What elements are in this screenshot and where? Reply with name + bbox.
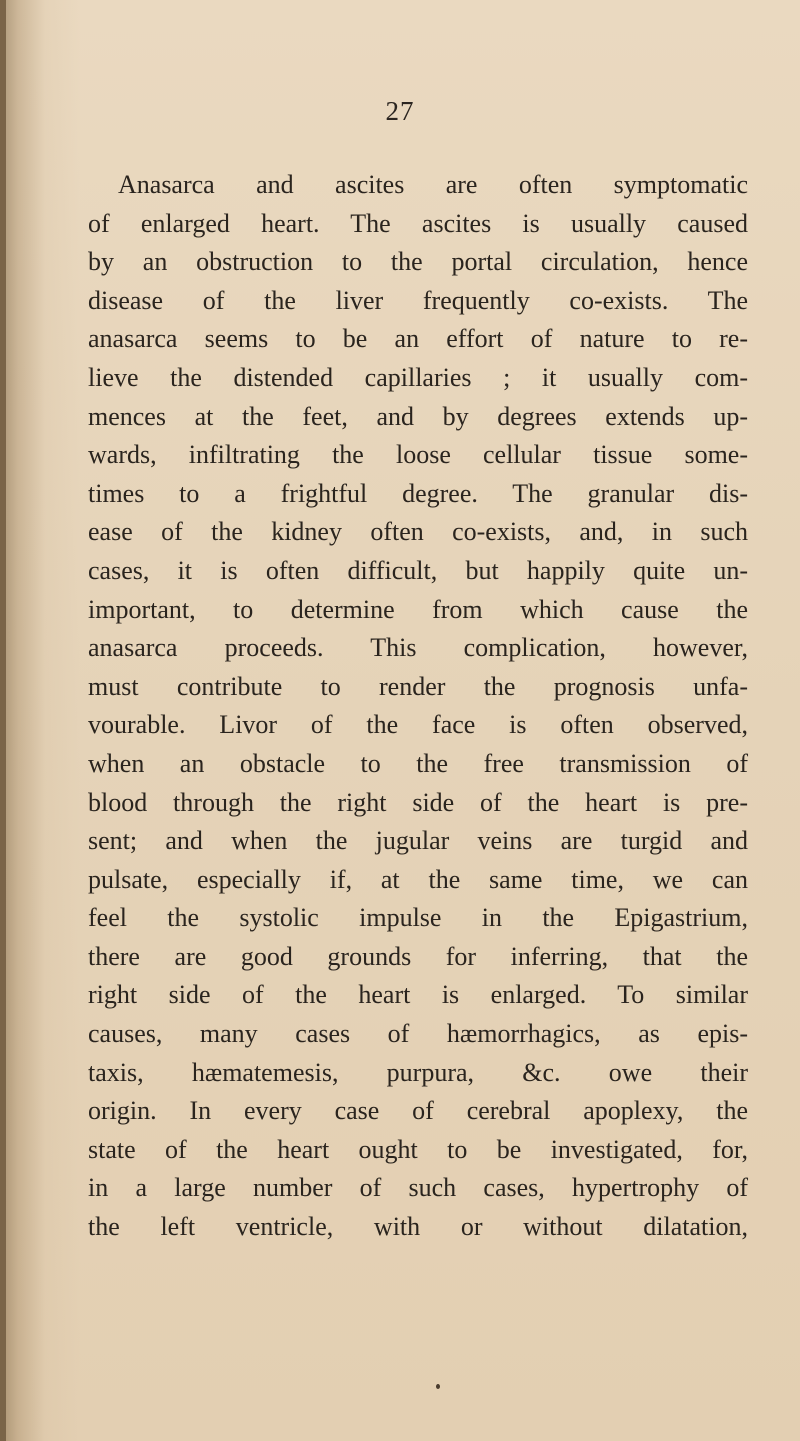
text-line: feel the systolic impulse in the Epigastrium, — [88, 903, 748, 933]
text-line: state of the heart ought to be investigated, for, — [88, 1134, 748, 1164]
text-line: anasarca seems to be an effort of nature to re- — [88, 324, 748, 354]
text-line: blood through the right side of the heart is pre- — [88, 787, 748, 817]
text-line: of enlarged heart. The ascites is usually caused — [88, 208, 748, 238]
text-line: vourable. Livor of the face is often observed, — [88, 710, 748, 740]
text-line: wards, infiltrating the loose cellular tissue some- — [88, 440, 748, 470]
text-line: important, to determine from which cause the — [88, 594, 748, 624]
text-line: ease of the kidney often co-exists, and, in such — [88, 517, 748, 547]
text-line: sent; and when the jugular veins are turgid and — [88, 826, 748, 856]
text-line: origin. In every case of cerebral apoplexy, the — [88, 1096, 748, 1126]
paper-speck — [436, 1384, 440, 1389]
page-number: 27 — [385, 96, 415, 126]
text-line: by an obstruction to the portal circulation, hence — [88, 247, 748, 277]
page-binding-edge — [0, 0, 6, 1441]
text-line: the left ventricle, with or without dilatation, — [88, 1212, 748, 1242]
text-line: taxis, hæmatemesis, purpura, &c. owe their — [88, 1057, 748, 1087]
text-line: must contribute to render the prognosis unfa- — [88, 671, 748, 701]
text-line: mences at the feet, and by degrees extends up- — [88, 401, 748, 431]
text-line: there are good grounds for inferring, that the — [88, 941, 748, 971]
text-line: Anasarca and ascites are often symptomatic — [118, 170, 748, 199]
text-line: in a large number of such cases, hypertrophy of — [88, 1173, 748, 1203]
text-line: anasarca proceeds. This complication, however, — [88, 633, 748, 663]
text-line: when an obstacle to the free transmission of — [88, 748, 748, 778]
text-line: causes, many cases of hæmorrhagics, as epis- — [88, 1019, 748, 1049]
text-line: cases, it is often difficult, but happily quite un- — [88, 555, 748, 585]
body-paragraph — [88, 166, 748, 1247]
text-line: times to a frightful degree. The granular dis- — [88, 478, 748, 508]
text-line: right side of the heart is enlarged. To similar — [88, 980, 748, 1010]
text-line: pulsate, especially if, at the same time, we can — [88, 864, 748, 894]
text-line: lieve the distended capillaries ; it usually com- — [88, 362, 748, 392]
text-line: disease of the liver frequently co-exists. The — [88, 285, 748, 315]
